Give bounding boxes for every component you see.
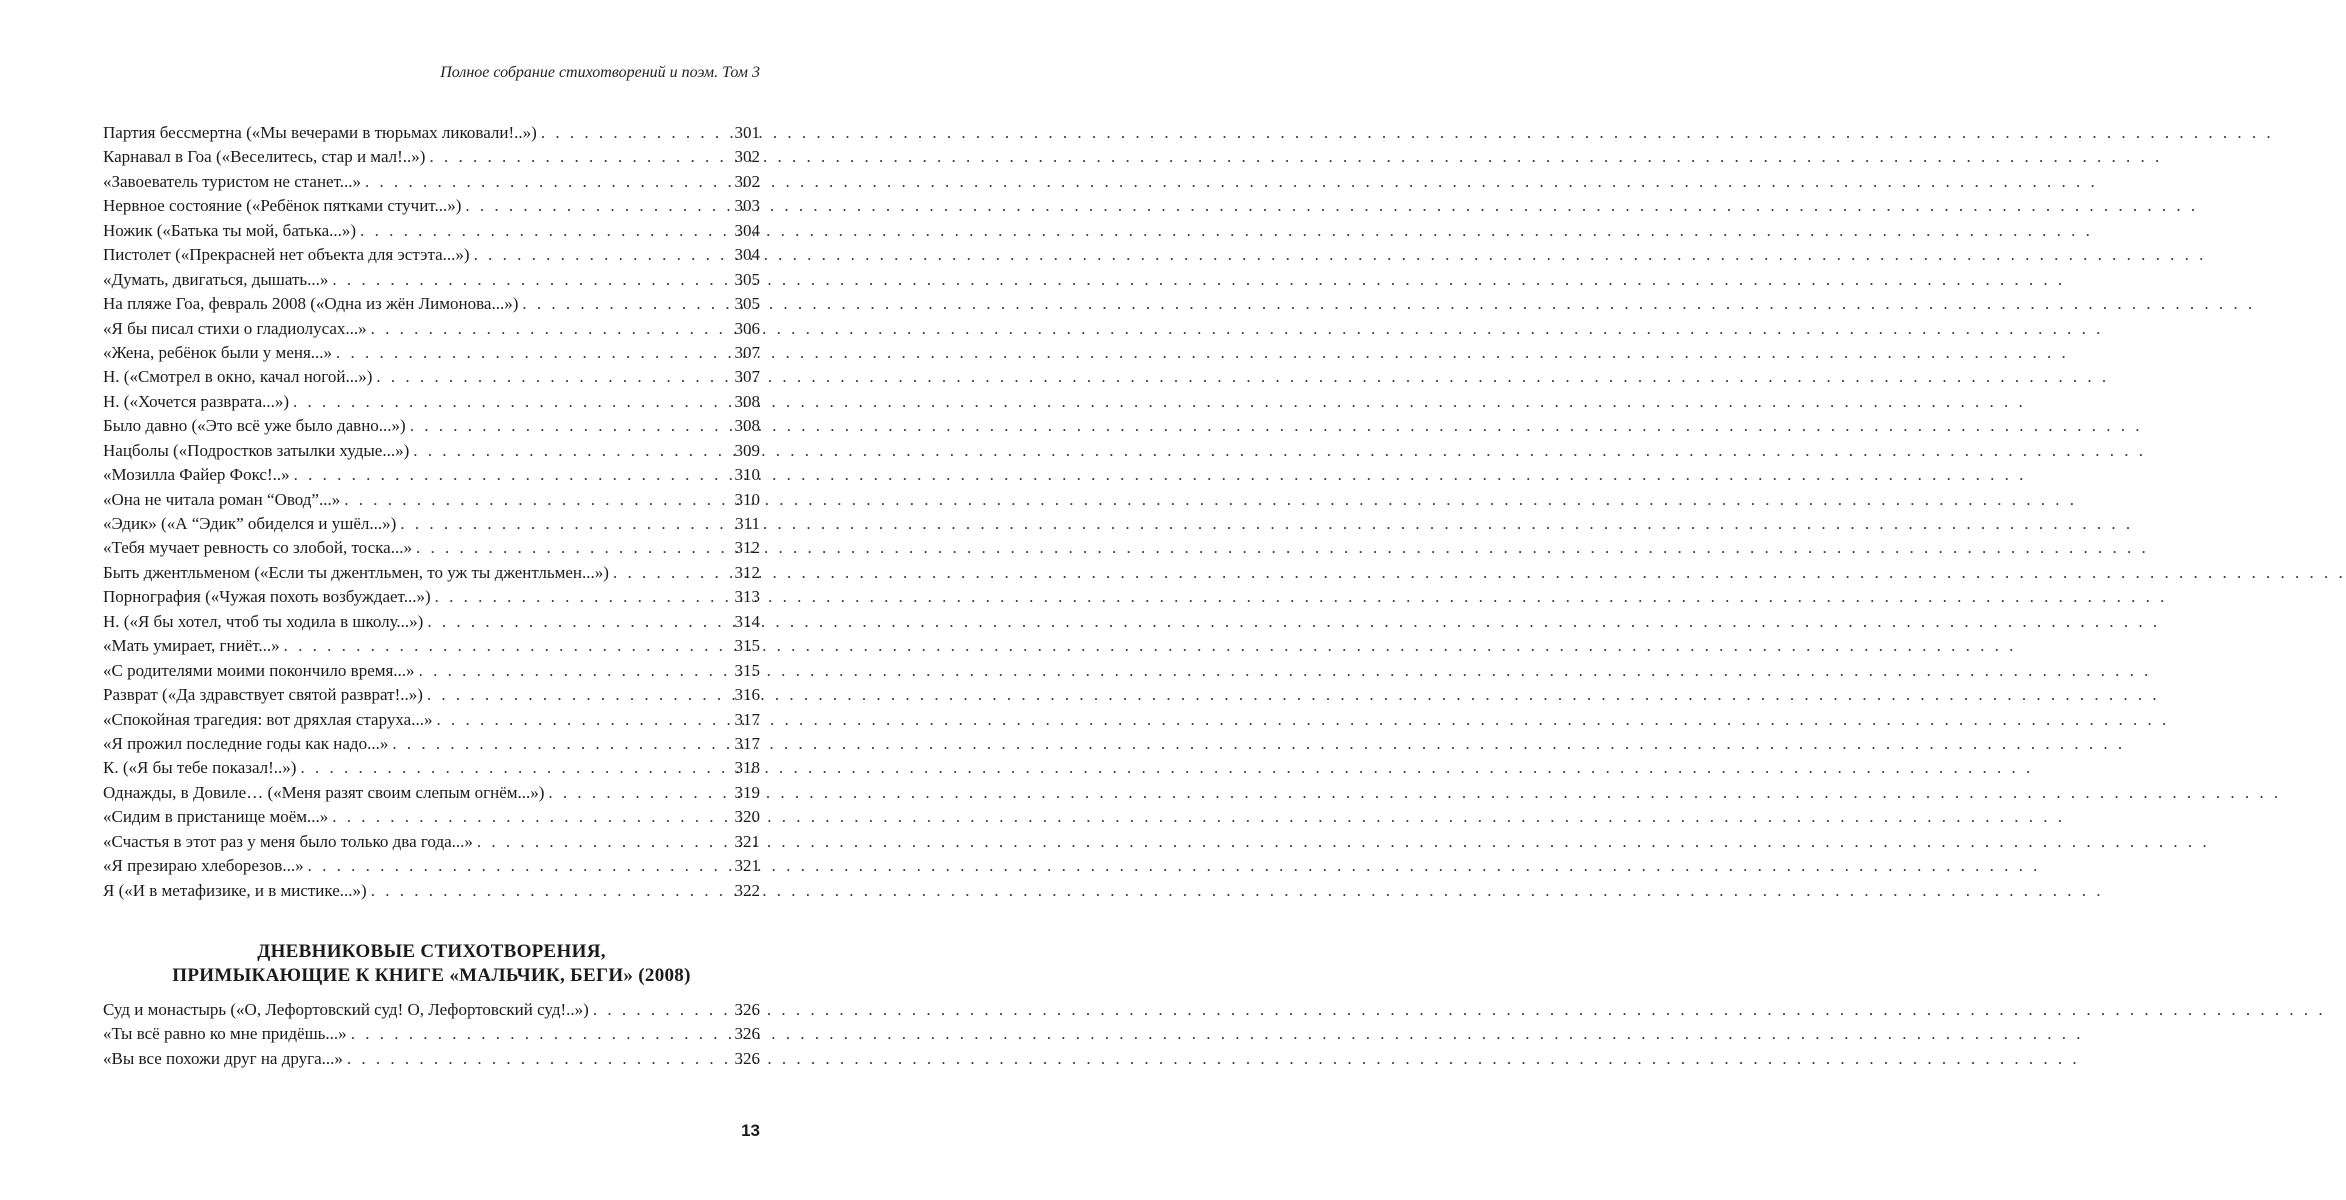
- toc-entry: [103, 781, 760, 805]
- toc-entry: [103, 268, 760, 292]
- toc-entry-title: Однажды, в Довиле… («Меня разят своим слепым огнём...»): [103, 782, 545, 802]
- toc-entry-title: Быть джентльменом («Если ты джентльмен, то уж ты джентльмен...»): [103, 562, 609, 582]
- toc-entry-title: «Мозилла Файер Фокс!..»: [103, 465, 290, 485]
- toc-entry: [103, 512, 760, 536]
- toc-entry: [103, 732, 760, 756]
- toc-entry-title: «Тебя мучает ревность со злобой, тоска...»: [103, 538, 412, 558]
- toc-entry-page: 308: [734, 416, 760, 436]
- toc-entry-title: «Я прожил последние годы как надо...»: [103, 733, 389, 753]
- toc-entry: [103, 121, 760, 145]
- dot-leader: [371, 317, 731, 341]
- toc-entry-title: «Эдик» («А “Эдик” обиделся и ушёл...»): [103, 514, 397, 533]
- toc-entry-title: Н. («Смотрел в окно, качал ногой...»): [103, 367, 373, 387]
- toc-entry-page: 319: [734, 782, 760, 802]
- toc-entry: [103, 1022, 760, 1046]
- toc-entry-title: «Ты всё равно ко мне придёшь...»: [103, 1024, 347, 1044]
- toc-entry: [103, 536, 760, 560]
- dot-leader: [344, 488, 730, 512]
- dot-leader: [284, 634, 731, 658]
- toc-entry: [103, 659, 760, 683]
- toc-entry: [103, 585, 760, 609]
- toc-entry-title: Пистолет («Прекрасней нет объекта для эстэта...»): [103, 245, 470, 265]
- toc-entry-title: «С родителями моими покончило время...»: [103, 660, 415, 680]
- running-head: Полное собрание стихотворений и поэм. Том 3: [440, 64, 760, 81]
- toc-entry: [103, 341, 760, 365]
- toc-entry: [103, 1047, 760, 1071]
- dot-leader: [593, 998, 731, 1022]
- toc-entry: [103, 414, 760, 438]
- dot-leader: [336, 341, 730, 365]
- toc-entry-page: 303: [734, 196, 760, 216]
- dot-leader: [419, 659, 731, 683]
- toc-entry-page: 301: [734, 123, 760, 142]
- toc-entry: [103, 292, 760, 316]
- toc-entry: [103, 219, 760, 243]
- toc-entry-title: Порнография («Чужая похоть возбуждает...»): [103, 587, 431, 607]
- toc-entry-page: 312: [734, 562, 760, 582]
- toc-entry-title: Нервное состояние («Ребёнок пятками стучит...»): [103, 196, 462, 216]
- toc-entry-title: «Думать, двигаться, дышать...»: [103, 269, 329, 289]
- dot-leader: [351, 1022, 731, 1046]
- toc-entry: [103, 879, 760, 903]
- dot-leader: [410, 414, 731, 438]
- toc-entry-page: 315: [734, 636, 760, 656]
- dot-leader: [474, 243, 731, 267]
- dot-leader: [371, 879, 731, 903]
- dot-leader: [541, 121, 731, 145]
- toc-entry: [103, 756, 760, 780]
- dot-leader: [360, 219, 730, 243]
- page-number: 13: [741, 1121, 760, 1140]
- toc-entry-page: 311: [735, 514, 760, 533]
- dot-leader: [332, 805, 730, 829]
- dot-leader: [413, 439, 730, 463]
- dot-leader: [376, 365, 730, 389]
- dot-leader: [293, 390, 730, 414]
- toc-entry: [103, 439, 760, 463]
- toc-entry-page: 304: [734, 220, 760, 240]
- toc-entry-page: 302: [734, 147, 760, 167]
- toc-entry-page: 313: [734, 587, 760, 607]
- toc-entry-title: Н. («Хочется разврата...»): [103, 391, 290, 411]
- dot-leader: [427, 610, 730, 634]
- toc-entry-page: 316: [734, 685, 760, 705]
- toc-entry-title: «Завоеватель туристом не станет...»: [103, 171, 361, 191]
- toc-entry: [103, 708, 760, 732]
- dot-leader: [429, 145, 730, 169]
- dot-leader: [427, 683, 731, 707]
- toc-entry-page: 312: [734, 538, 760, 558]
- toc-entry-page: 302: [734, 171, 760, 191]
- toc-entry: [103, 805, 760, 829]
- toc-entry: [103, 145, 760, 169]
- toc-entry-page: 317: [734, 733, 760, 753]
- dot-leader: [436, 708, 730, 732]
- toc-entry-title: «Счастья в этот раз у меня было только два года...»: [103, 831, 473, 851]
- toc-entry: [103, 488, 760, 512]
- dot-leader: [347, 1047, 731, 1071]
- toc-entry-page: 314: [734, 611, 760, 631]
- dot-leader: [416, 536, 731, 560]
- dot-leader: [522, 292, 730, 316]
- toc-entry: [103, 998, 760, 1022]
- toc-entry: [103, 243, 760, 267]
- toc-entry-page: 304: [734, 245, 760, 265]
- dot-leader: [300, 756, 730, 780]
- toc-entry-title: Нацболы («Подростков затылки худые...»): [103, 440, 410, 460]
- toc-entry-page: 318: [734, 758, 760, 778]
- dot-leader: [548, 781, 730, 805]
- toc-entry-page: 326: [734, 1048, 760, 1068]
- toc-entry-title: На пляже Гоа, февраль 2008 («Одна из жён Лимонова...»): [103, 294, 519, 314]
- dot-leader: [332, 268, 730, 292]
- toc-entry-page: 321: [734, 856, 760, 876]
- toc-entry-page: 307: [734, 367, 760, 387]
- section-heading: [103, 940, 760, 988]
- toc-entry: [103, 683, 760, 707]
- toc-entry-title: «Я презираю хлеборезов...»: [103, 856, 304, 876]
- toc-entry-title: «Мать умирает, гниёт...»: [103, 636, 280, 656]
- toc-entry-title: «Сидим в пристанище моём...»: [103, 807, 329, 827]
- toc-entry-title: «Жена, ребёнок были у меня...»: [103, 342, 333, 362]
- toc-entry: [103, 463, 760, 487]
- toc-entry-title: Разврат («Да здравствует святой разврат!..»): [103, 685, 423, 705]
- dot-leader: [477, 830, 731, 854]
- toc-entry-page: 305: [734, 269, 760, 289]
- toc-entry-title: Суд и монастырь («О, Лефортовский суд! О, Лефортовский суд!..»): [103, 1000, 589, 1019]
- toc-entry-page: 322: [734, 880, 760, 900]
- toc-entry: [103, 854, 760, 878]
- toc-entry-title: «Спокойная трагедия: вот дряхлая старуха...»: [103, 709, 433, 729]
- toc-entry: [103, 365, 760, 389]
- dot-leader: [400, 512, 731, 536]
- toc-entry: [103, 194, 760, 218]
- toc-entry-title: Я («И в метафизике, и в мистике...»): [103, 880, 367, 900]
- toc-entry-page: 320: [734, 807, 760, 827]
- toc-entry: [103, 830, 760, 854]
- dot-leader: [294, 463, 731, 487]
- dot-leader: [308, 854, 731, 878]
- toc-entry: [103, 634, 760, 658]
- toc-entry-page: 305: [734, 294, 760, 314]
- toc-entry-title: Карнавал в Гоа («Веселитесь, стар и мал!..»): [103, 147, 426, 167]
- toc-entry-title: Н. («Я бы хотел, чтоб ты ходила в школу...»): [103, 611, 424, 631]
- toc-entry-page: 306: [734, 318, 760, 338]
- toc-entry: [103, 610, 760, 634]
- toc-entry-title: Было давно («Это всё уже было давно...»): [103, 416, 406, 436]
- toc-entry-page: 308: [734, 391, 760, 411]
- dot-leader: [365, 170, 731, 194]
- dot-leader: [392, 732, 730, 756]
- toc-entry-page: 310: [734, 489, 760, 509]
- toc-entry-title: Ножик («Батька ты мой, батька...»): [103, 220, 357, 240]
- dot-leader: [613, 561, 731, 585]
- toc-entry: [103, 390, 760, 414]
- toc-list-main: [103, 121, 760, 903]
- toc-entry-title: «Вы все похожи друг на друга...»: [103, 1048, 343, 1068]
- toc-entry: [103, 561, 760, 585]
- toc-entry-page: 310: [734, 465, 760, 485]
- toc-entry-page: 315: [734, 660, 760, 680]
- toc-entry-page: 326: [734, 1000, 760, 1019]
- dot-leader: [435, 585, 731, 609]
- toc-entry-title: К. («Я бы тебе показал!..»): [103, 758, 297, 778]
- toc-entry-page: 326: [734, 1024, 760, 1044]
- section-heading-line-2: ПРИМЫКАЮЩИЕ К КНИГЕ «МАЛЬЧИК, БЕГИ» (2008): [172, 965, 691, 986]
- dot-leader: [465, 194, 730, 218]
- section-heading-line-1: ДНЕВНИКОВЫЕ СТИХОТВОРЕНИЯ,: [257, 941, 606, 962]
- toc-entry-title: «Я бы писал стихи о гладиолусах...»: [103, 318, 367, 338]
- toc-entry-page: 307: [734, 342, 760, 362]
- toc-list-diary: [103, 998, 760, 1071]
- toc-entry: [103, 317, 760, 341]
- toc-entry-title: Партия бессмертна («Мы вечерами в тюрьмах ликовали!..»): [103, 123, 537, 142]
- toc-entry-title: «Она не читала роман “Овод”...»: [103, 489, 341, 509]
- toc-entry-page: 317: [734, 709, 760, 729]
- toc-entry: [103, 170, 760, 194]
- toc-entry-page: 321: [734, 831, 760, 851]
- toc-entry-page: 309: [734, 440, 760, 460]
